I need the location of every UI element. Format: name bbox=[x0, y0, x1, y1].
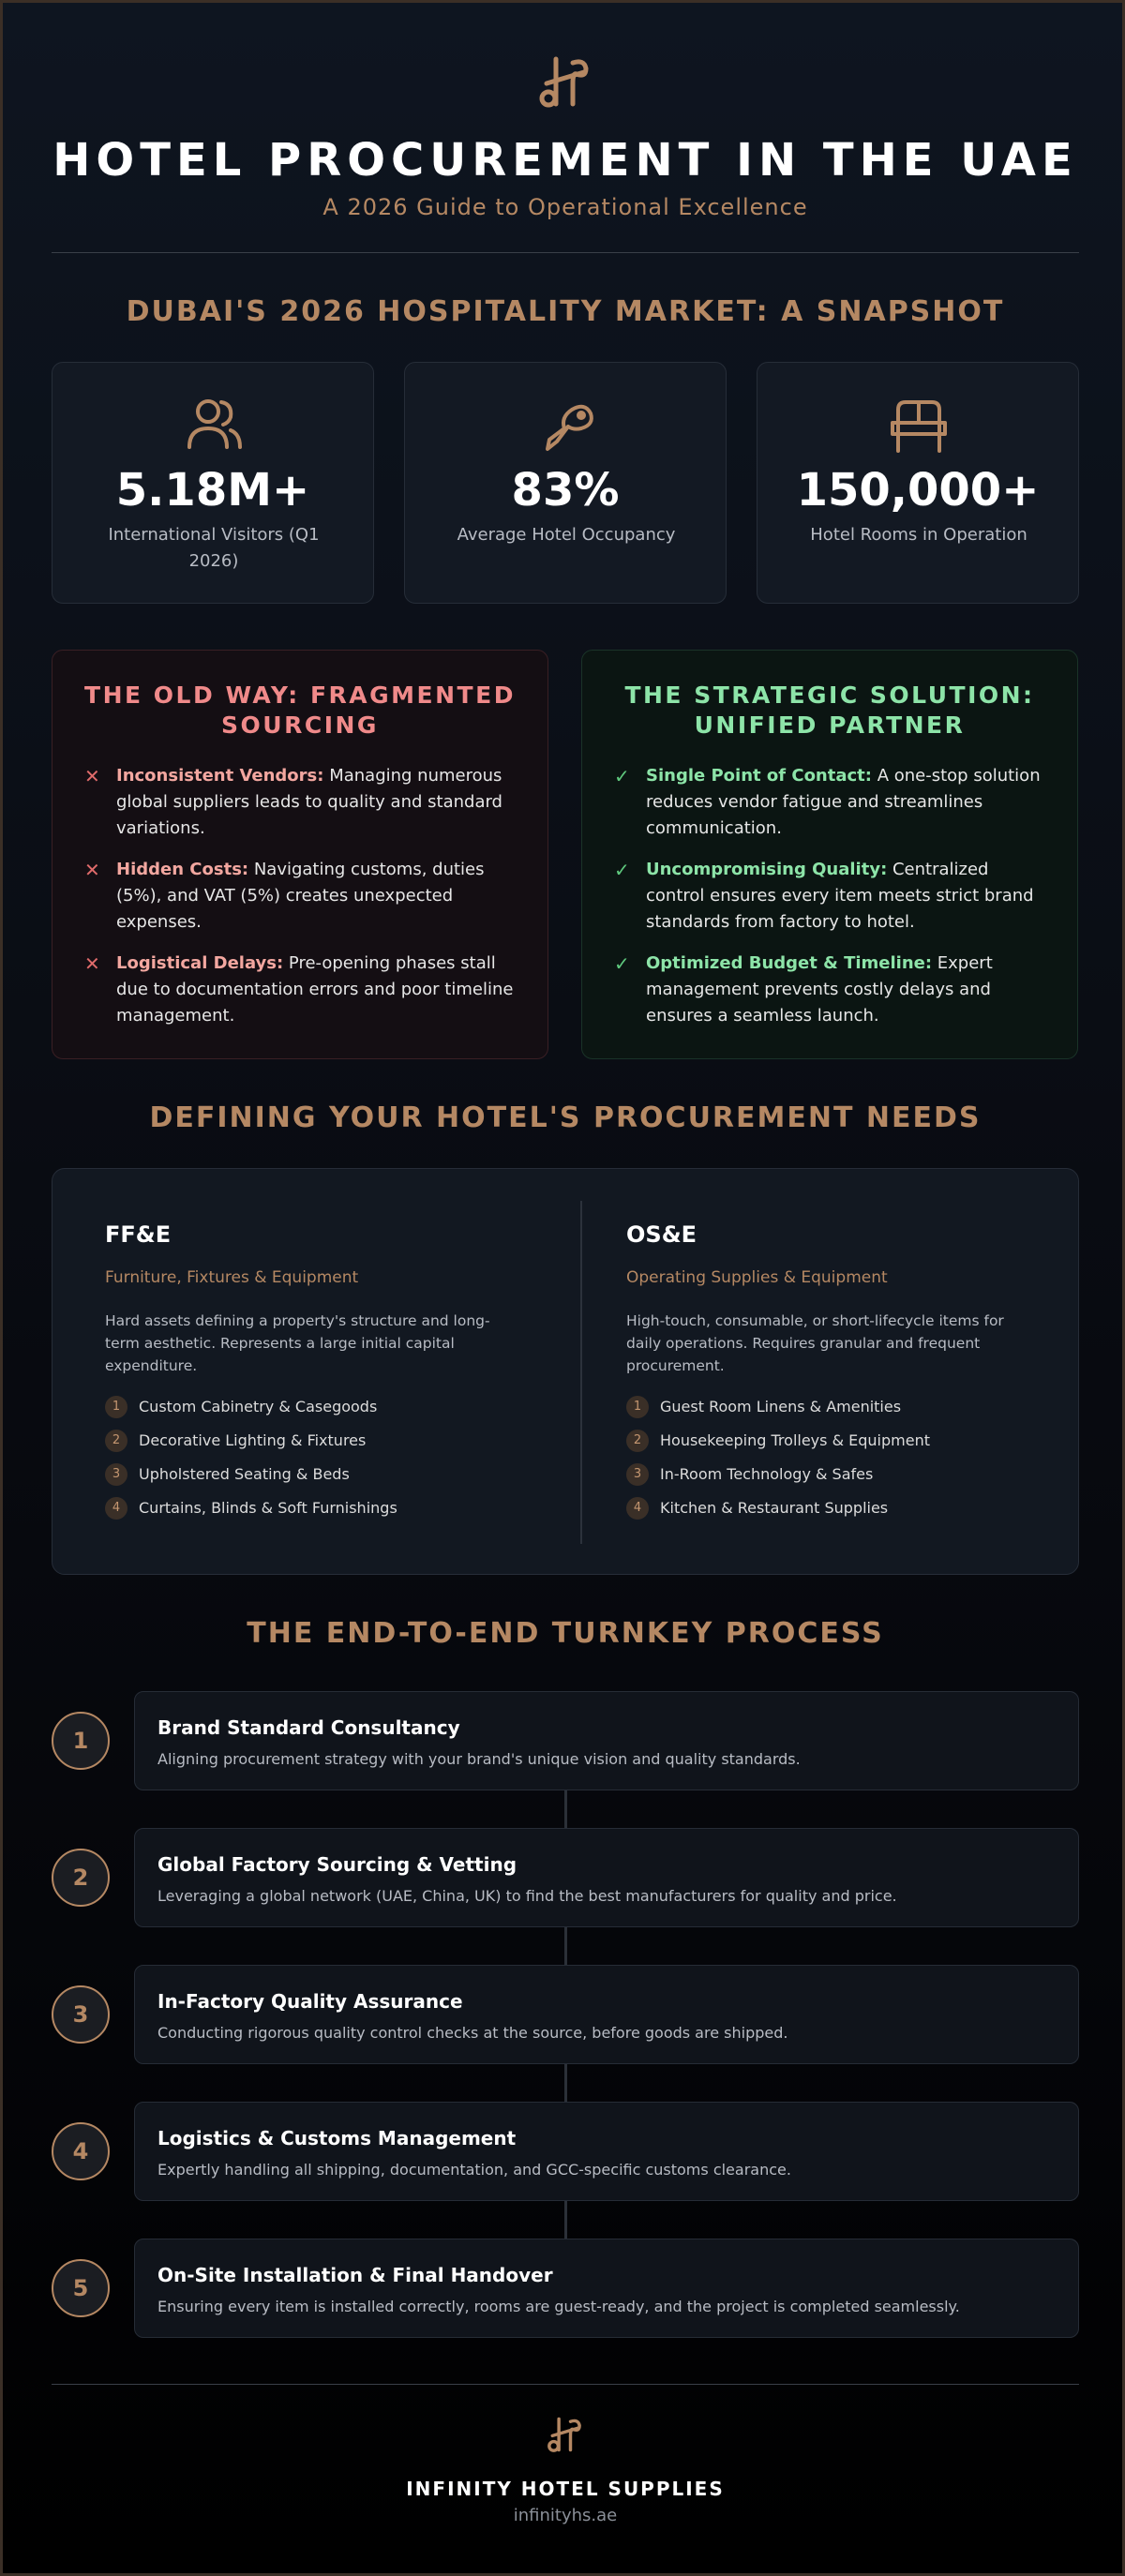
stat-value: 83% bbox=[511, 464, 620, 517]
list-item bbox=[105, 1396, 518, 1430]
item-number: 4 bbox=[626, 1497, 649, 1520]
item-number: 2 bbox=[105, 1430, 128, 1452]
step-number: 4 bbox=[52, 2122, 110, 2180]
needs-description: Hard assets defining a property's structure and long-term aesthetic. Represents a large initial capital expenditure. bbox=[105, 1312, 490, 1374]
page-subtitle: A 2026 Guide to Operational Excellence bbox=[322, 194, 808, 220]
item-label: Kitchen & Restaurant Supplies bbox=[660, 1499, 889, 1517]
item-number: 3 bbox=[105, 1463, 128, 1486]
solution-title: THE STRATEGIC SOLUTION: UNIFIED PARTNER bbox=[624, 681, 1035, 739]
stat-card-visitors bbox=[52, 362, 374, 604]
list-item bbox=[105, 1430, 518, 1463]
point-text: Managing numerous global suppliers leads to quality and standard variations. bbox=[116, 766, 502, 838]
item-label: Housekeeping Trolleys & Equipment bbox=[660, 1431, 930, 1449]
stat-label: Hotel Rooms in Operation bbox=[810, 525, 1028, 545]
old-way-card bbox=[52, 650, 548, 1059]
item-label: Custom Cabinetry & Casegoods bbox=[139, 1398, 378, 1415]
step-number: 3 bbox=[52, 1985, 110, 2044]
x-icon: ✕ bbox=[84, 859, 100, 881]
item-label: Upholstered Seating & Beds bbox=[139, 1465, 350, 1483]
step-number: 5 bbox=[52, 2259, 110, 2317]
point-heading: Single Point of Contact: bbox=[646, 766, 872, 786]
step-description: Expertly handling all shipping, documentation, and GCC-specific customs clearance. bbox=[158, 2161, 791, 2179]
point-text: A one-stop solution reduces vendor fatigue and streamlines communication. bbox=[646, 766, 1041, 838]
old-way-point bbox=[84, 857, 516, 936]
process-step bbox=[134, 2239, 1079, 2338]
step-title: Global Factory Sourcing & Vetting bbox=[158, 1853, 518, 1876]
step-number: 1 bbox=[52, 1712, 110, 1770]
item-label: Curtains, Blinds & Soft Furnishings bbox=[139, 1499, 398, 1517]
users-icon bbox=[184, 397, 244, 453]
needs-name: OS&E bbox=[626, 1221, 698, 1248]
step-description: Leveraging a global network (UAE, China, UK) to find the best manufacturers for quality and price. bbox=[158, 1887, 897, 1905]
process-step bbox=[134, 1691, 1079, 1790]
x-icon: ✕ bbox=[84, 952, 100, 975]
step-description: Ensuring every item is installed correctly, rooms are guest-ready, and the project is completed seamlessly. bbox=[158, 2298, 960, 2315]
step-number: 2 bbox=[52, 1849, 110, 1907]
check-icon: ✓ bbox=[614, 859, 630, 881]
stat-card-rooms bbox=[757, 362, 1079, 604]
point-heading: Uncompromising Quality: bbox=[646, 860, 888, 879]
item-label: In-Room Technology & Safes bbox=[660, 1465, 874, 1483]
step-title: Logistics & Customs Management bbox=[158, 2127, 517, 2149]
bed-icon bbox=[889, 397, 949, 453]
needs-subtitle: Furniture, Fixtures & Equipment bbox=[105, 1268, 359, 1287]
needs-subtitle: Operating Supplies & Equipment bbox=[626, 1268, 888, 1287]
item-label: Guest Room Linens & Amenities bbox=[660, 1398, 902, 1415]
solution-point bbox=[614, 951, 1045, 1029]
check-icon: ✓ bbox=[614, 952, 630, 975]
process-step bbox=[134, 2102, 1079, 2201]
old-way-point bbox=[84, 763, 516, 842]
needs-divider bbox=[580, 1201, 582, 1544]
solution-point bbox=[614, 763, 1045, 842]
item-label: Decorative Lighting & Fixtures bbox=[139, 1431, 367, 1449]
point-heading: Inconsistent Vendors: bbox=[116, 766, 324, 786]
item-number: 2 bbox=[626, 1430, 649, 1452]
step-title: Brand Standard Consultancy bbox=[158, 1716, 460, 1739]
needs-section-title: DEFINING YOUR HOTEL'S PROCUREMENT NEEDS bbox=[149, 1101, 982, 1134]
company-website-link[interactable]: infinityhs.ae bbox=[513, 2506, 618, 2525]
stat-value: 5.18M+ bbox=[115, 464, 310, 517]
old-way-title: THE OLD WAY: FRAGMENTED SOURCING bbox=[84, 681, 516, 739]
step-title: On-Site Installation & Final Handover bbox=[158, 2264, 553, 2286]
item-number: 1 bbox=[105, 1396, 128, 1418]
solution-point bbox=[614, 857, 1045, 936]
item-number: 1 bbox=[626, 1396, 649, 1418]
key-icon bbox=[536, 397, 596, 453]
market-section-title: DUBAI'S 2026 HOSPITALITY MARKET: A SNAPSHOT bbox=[126, 295, 1005, 328]
footer-divider bbox=[52, 2384, 1079, 2385]
infinity-hs-logo-icon bbox=[535, 52, 595, 112]
item-number: 4 bbox=[105, 1497, 128, 1520]
needs-name: FF&E bbox=[105, 1221, 172, 1248]
step-title: In-Factory Quality Assurance bbox=[158, 1990, 463, 2013]
list-item bbox=[626, 1430, 1039, 1463]
ffe-column bbox=[105, 1221, 518, 1531]
point-heading: Hidden Costs: bbox=[116, 860, 249, 879]
point-text: Expert management prevents costly delays and ensures a seamless launch. bbox=[646, 953, 993, 1026]
company-name: INFINITY HOTEL SUPPLIES bbox=[406, 2478, 725, 2500]
list-item bbox=[626, 1497, 1039, 1531]
item-number: 3 bbox=[626, 1463, 649, 1486]
list-item bbox=[626, 1396, 1039, 1430]
infinity-hs-logo-icon bbox=[545, 2414, 586, 2455]
list-item bbox=[626, 1463, 1039, 1497]
check-icon: ✓ bbox=[614, 765, 630, 787]
solution-card bbox=[581, 650, 1078, 1059]
x-icon: ✕ bbox=[84, 765, 100, 787]
point-text: Navigating customs, duties (5%), and VAT (5%) creates unexpected expenses. bbox=[116, 860, 485, 932]
header-divider bbox=[52, 252, 1079, 253]
step-description: Conducting rigorous quality control checks at the source, before goods are shipped. bbox=[158, 2024, 788, 2042]
step-description: Aligning procurement strategy with your brand's unique vision and quality standards. bbox=[158, 1750, 801, 1768]
stat-card-occupancy bbox=[404, 362, 727, 604]
point-text: Pre-opening phases stall due to documentation errors and poor timeline management. bbox=[116, 953, 514, 1026]
point-heading: Optimized Budget & Timeline: bbox=[646, 953, 933, 973]
point-text: Centralized control ensures every item meets strict brand standards from factory to hotel. bbox=[646, 860, 1034, 932]
stat-label: International Visitors (Q1 2026) bbox=[108, 525, 320, 571]
ose-column bbox=[626, 1221, 1039, 1531]
page-title: HOTEL PROCUREMENT IN THE UAE bbox=[52, 134, 1078, 187]
old-way-point bbox=[84, 951, 516, 1029]
stat-label: Average Hotel Occupancy bbox=[457, 525, 676, 545]
needs-card bbox=[52, 1168, 1079, 1575]
list-item bbox=[105, 1463, 518, 1497]
process-step bbox=[134, 1965, 1079, 2064]
stat-value: 150,000+ bbox=[796, 464, 1040, 517]
needs-description: High-touch, consumable, or short-lifecycle items for daily operations. Requires granular and frequent procurement. bbox=[626, 1312, 1004, 1374]
point-heading: Logistical Delays: bbox=[116, 953, 284, 973]
list-item bbox=[105, 1497, 518, 1531]
process-section-title: THE END-TO-END TURNKEY PROCESS bbox=[247, 1617, 884, 1650]
process-step bbox=[134, 1828, 1079, 1927]
